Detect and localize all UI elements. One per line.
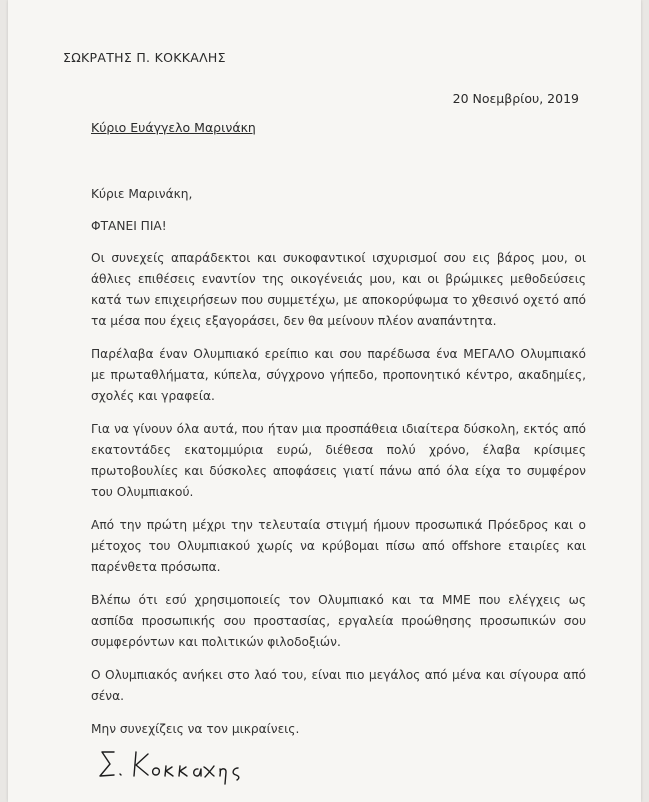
paragraph-3: Για να γίνουν όλα αυτά, που ήταν μια προσπάθεια ιδιαίτερα δύσκολη, εκτός από εκατοντάδες εκατομμύρια ευρώ, διέθεσα πολύ χρόνο, έλαβα κρίσιμες πρωτοβουλίες και δύσκολες αποφάσεις γιατί πάνω από όλα είχα το συμφέρον του Ολυμπιακού. <box>91 422 586 499</box>
exclamation-line: ΦΤΑΝΕΙ ΠΙΑ! <box>91 219 167 233</box>
paragraph-6: Ο Ολυμπιακός ανήκει στο λαό του, είναι πιο μεγάλος από μένα και σίγουρα από σένα. <box>91 668 586 703</box>
letter-body <box>91 184 586 752</box>
sender-name: ΣΩΚΡΑΤΗΣ Π. ΚΟΚΚΑΛΗΣ <box>63 50 226 65</box>
letter-date: 20 Νοεμβρίου, 2019 <box>452 91 579 106</box>
paragraph-4: Από την πρώτη μέχρι την τελευταία στιγμή ήμουν προσωπικά Πρόεδρος και ο μέτοχος του Ολυμπιακού χωρίς να κρύβομαι πίσω από offshore εταιρίες και παρένθετα πρόσωπα. <box>91 518 586 574</box>
salutation: Κύριε Μαρινάκη, <box>91 187 193 201</box>
closing-line: Μην συνεχίζεις να τον μικραίνεις. <box>91 722 300 736</box>
paragraph-1: Οι συνεχείς απαράδεκτοι και συκοφαντικοί ισχυρισμοί σου εις βάρος μου, οι άθλιες επιθέσεις εναντίον της οικογένειάς μου, και οι βρώμικες μεθοδεύσεις κατά των επιχειρήσεων που συμμετέχω, με αποκορύφωμα το χθεσινό οχετό από τα μέσα που έχεις εξαγοράσει, δεν θα μείνουν πλέον αναπάντητα. <box>91 251 586 328</box>
handwritten-signature <box>96 742 286 787</box>
paragraph-5: Βλέπω ότι εσύ χρησιμοποιείς τον Ολυμπιακό και τα ΜΜΕ που ελέγχεις ως ασπίδα προσωπικής σου προστασίας, εργαλεία προώθησης προσωπικών σου συμφερόντων και πολιτικών φιλοδοξιών. <box>91 593 586 649</box>
paragraph-2: Παρέλαβα έναν Ολυμπιακό ερείπιο και σου παρέδωσα ένα ΜΕΓΑΛΟ Ολυμπιακό με πρωταθλήματα, κύπελα, σύγχρονο γήπεδο, προπονητικό κέντρο, ακαδημίες, σχολές και γραφεία. <box>91 347 586 403</box>
recipient-line: Κύριο Ευάγγελο Μαρινάκη <box>91 120 256 135</box>
letter-page <box>8 0 641 802</box>
